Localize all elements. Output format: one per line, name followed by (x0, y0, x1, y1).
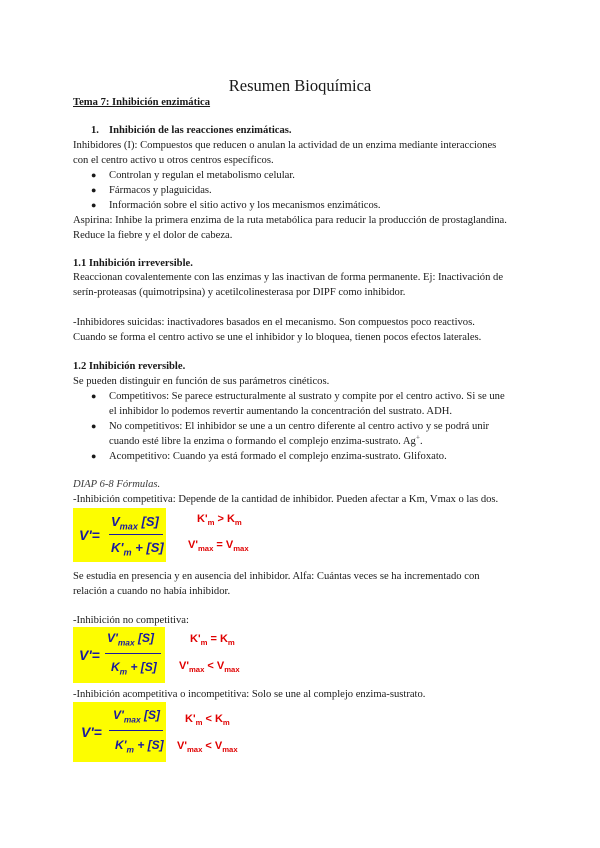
bullet-icon: ● (91, 421, 97, 431)
formula-noncompetitive (73, 627, 165, 683)
paragraph-line: Se estudia en presencia y en ausencia del inhibidor. Alfa: Cuántas veces se ha incrementado con (73, 571, 480, 582)
bullet-icon: ● (91, 451, 97, 461)
condition-vmax: $V'_{max} < V_{max}$ (179, 660, 240, 675)
paragraph-line: -Inhibición acompetitiva o incompetitiva: Solo se une al complejo enzima-sustrato. (73, 689, 426, 700)
list-item: Controlan y regulan el metabolismo celular. (109, 170, 295, 181)
list-item: Competitivos: Se parece estructuralmente al sustrato y compite por el centro activo. Si se une (109, 391, 505, 402)
bullet-icon: ● (91, 391, 97, 401)
list-item-continuation: cuando esté libre la enzima o formando el complejo enzima-sustrato. Ag+. (109, 432, 423, 447)
section1-number: 1. (91, 125, 99, 136)
document-title: Resumen Bioquímica (228, 76, 372, 95)
condition-km: $K'_m < K_m$ (185, 713, 230, 728)
paragraph-line: Aspirina: Inhibe la primera enzima de la ruta metabólica para reducir la producción de prostaglandina. (73, 215, 507, 226)
formula-denominator: $K_m + [S]$ (111, 660, 157, 677)
paragraph-line: -Inhibidores suicidas: inactivadores basados en el mecanismo. Son compuestos poco reactivos. (73, 317, 475, 328)
section11-heading: 1.1 Inhibición irreversible. (73, 258, 193, 269)
paragraph-line: -Inhibición competitiva: Depende de la cantidad de inhibidor. Pueden afectar a Km, Vmax o las dos. (73, 494, 499, 505)
bullet-icon: ● (91, 185, 97, 195)
paragraph-line: Inhibidores (I): Compuestos que reducen o anulan la actividad de un enzima mediante interacciones (73, 140, 497, 151)
formula-denominator: $K'_m + [S]$ (111, 540, 164, 558)
section1-heading: Inhibición de las reacciones enzimáticas. (109, 125, 292, 136)
paragraph-line: Cuando se forma el centro activo se une el inhibidor y lo bloquea, tienen pocos efectos laterales. (73, 332, 482, 343)
formula-numerator: $V_{max}$ [S] (111, 514, 159, 532)
topic-heading: Tema 7: Inhibición enzimática (73, 97, 211, 108)
formula-lhs: V'= (79, 527, 100, 543)
condition-km: $K'_m > K_m$ (197, 513, 242, 528)
list-item: Información sobre el sitio activo y los mecanismos enzimáticos. (109, 200, 381, 211)
formula-lhs: V'= (81, 724, 102, 740)
condition-vmax: $V'_{max} < V_{max}$ (177, 740, 238, 755)
fraction-bar (105, 653, 161, 654)
list-item: No competitivos: El inhibidor se une a un centro diferente al centro activo y se podrá unir (109, 421, 490, 432)
paragraph-line: con el centro activo u otros centros específicos. (73, 155, 274, 166)
condition-vmax: $V'_{max} = V_{max}$ (188, 539, 249, 554)
fraction-bar (109, 534, 163, 535)
bullet-icon: ● (91, 170, 97, 180)
formula-lhs: V'= (79, 647, 100, 663)
list-item: Fármacos y plaguicidas. (109, 185, 212, 196)
paragraph-line: Se pueden distinguir en función de sus parámetros cinéticos. (73, 376, 330, 387)
condition-km: $K'_m = K_m$ (190, 633, 235, 648)
bullet-icon: ● (91, 200, 97, 210)
list-item-continuation: el inhibidor lo podemos revertir aumentando la concentración del sustrato. ADH. (109, 406, 453, 417)
paragraph-line: Reaccionan covalentemente con las enzimas y las inactivan de forma permanente. Ej: Inactivación de (73, 272, 504, 283)
formula-numerator: $V'_{max}$ [S] (113, 708, 160, 725)
fraction-bar (109, 730, 163, 731)
paragraph-line: Reduce la fiebre y el dolor de cabeza. (73, 230, 233, 241)
section12-heading: 1.2 Inhibición reversible. (73, 361, 186, 372)
formula-competitive (73, 508, 166, 562)
diap-reference: DIAP 6-8 Fórmulas. (73, 479, 161, 490)
paragraph-line: serín-proteasas (quimotripsina) y acetilcolinesterasa por DIPF como inhibidor. (73, 287, 406, 298)
formula-denominator: $K'_m + [S]$ (115, 738, 164, 755)
formula-numerator: $V'_{max}$ [S] (107, 631, 154, 648)
list-item: Acompetitivo: Cuando ya está formado el complejo enzima-sustrato. Glifoxato. (109, 451, 447, 462)
formula-acompetitive (73, 702, 166, 762)
paragraph-line: relación a cuando no había inhibidor. (73, 586, 231, 597)
paragraph-line: -Inhibición no competitiva: (73, 615, 189, 626)
